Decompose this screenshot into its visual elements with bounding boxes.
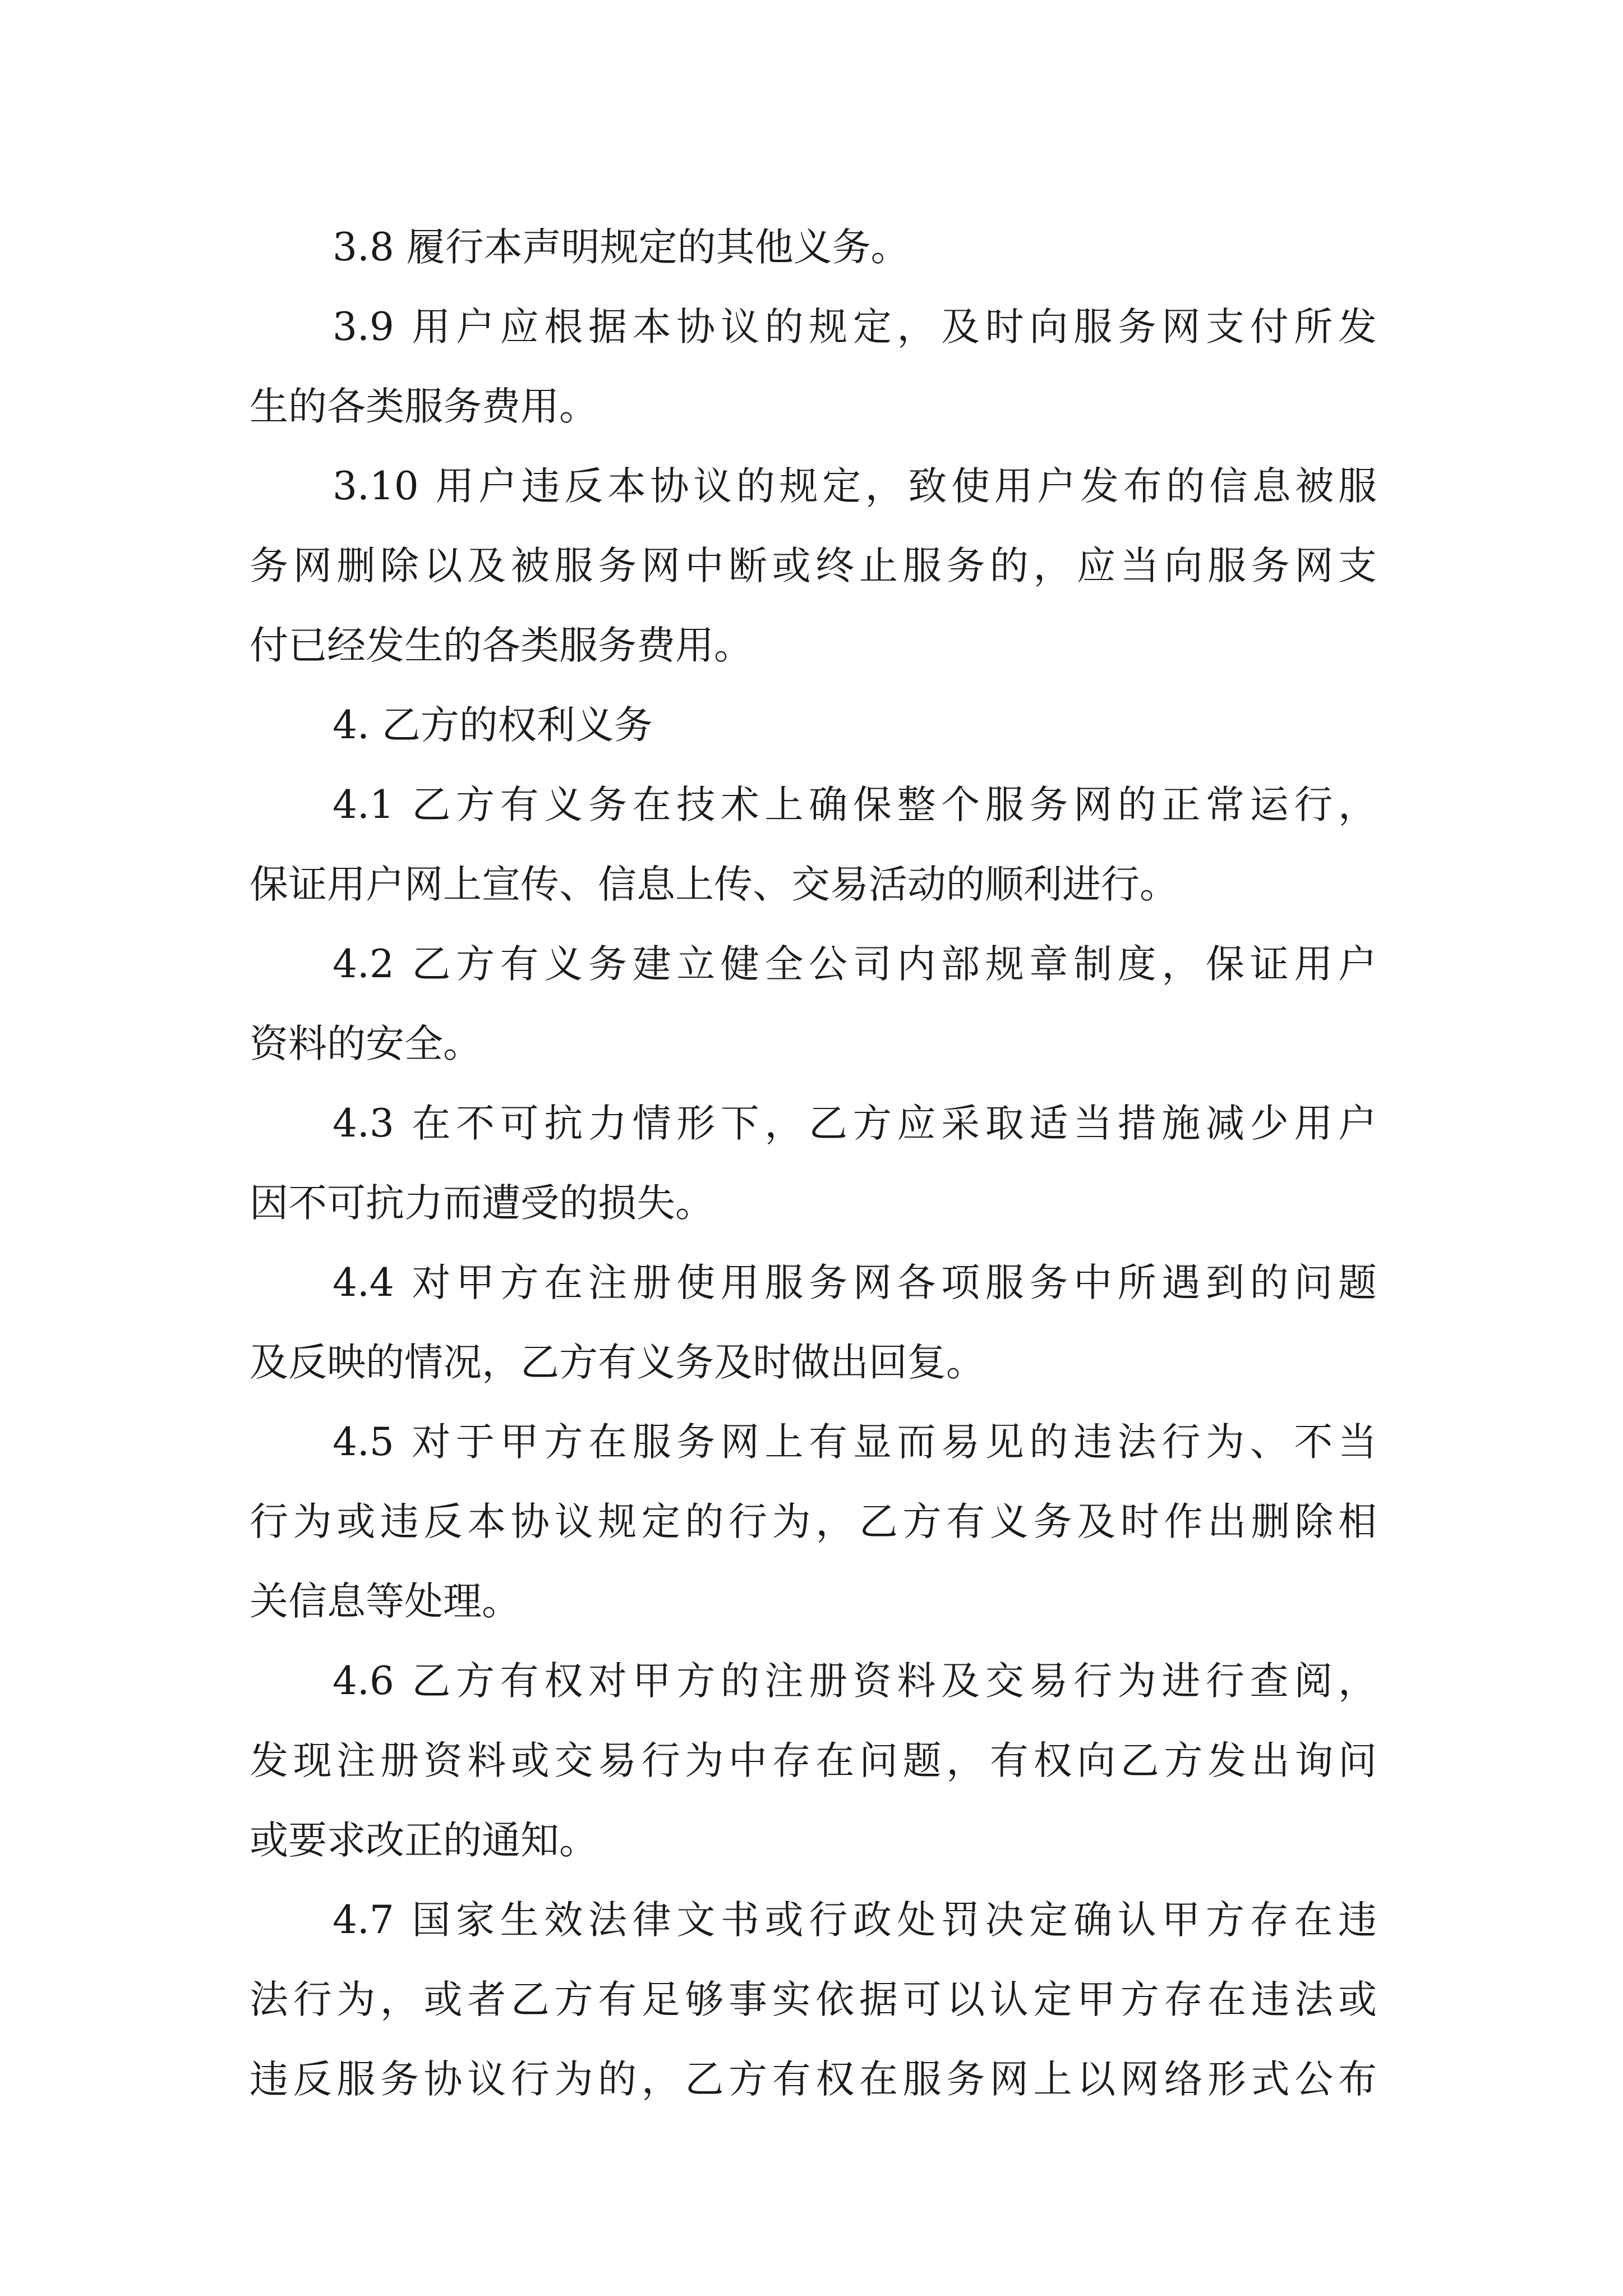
- text-line: 4.2 乙方有义务建立健全公司内部规章制度，保证用户: [333, 942, 1377, 987]
- text-line: 4.5 对于甲方在服务网上有显而易见的违法行为、不当: [333, 1420, 1377, 1465]
- text-line: 或要求改正的通知。: [250, 1818, 598, 1863]
- document-body: [250, 208, 1377, 2119]
- section-heading: 4. 乙方的权利义务: [333, 703, 653, 748]
- text-line: 法行为，或者乙方有足够事实依据可以认定甲方存在违法或: [250, 1977, 1377, 2022]
- text-line: 4.6 乙方有权对甲方的注册资料及交易行为进行查阅，: [333, 1659, 1377, 1704]
- text-line: 3.10 用户违反本协议的规定，致使用户发布的信息被服: [333, 464, 1377, 509]
- text-line: 4.1 乙方有义务在技术上确保整个服务网的正常运行，: [333, 783, 1377, 827]
- text-line: 4.7 国家生效法律文书或行政处罚决定确认甲方存在违: [333, 1898, 1377, 1943]
- text-line: 3.8 履行本声明规定的其他义务。: [333, 225, 910, 270]
- text-line: 及反映的情况，乙方有义务及时做出回复。: [250, 1340, 985, 1385]
- text-line: 行为或违反本协议规定的行为，乙方有义务及时作出删除相: [250, 1499, 1377, 1544]
- text-line: 保证用户网上宣传、信息上传、交易活动的顺利进行。: [250, 862, 1178, 907]
- text-line: 因不可抗力而遭受的损失。: [250, 1181, 714, 1226]
- text-line: 违反服务协议行为的，乙方有权在服务网上以网络形式公布: [250, 2057, 1377, 2102]
- text-line: 资料的安全。: [250, 1022, 482, 1066]
- text-line: 付已经发生的各类服务费用。: [250, 623, 753, 668]
- text-line: 4.3 在不可抗力情形下，乙方应采取适当措施减少用户: [333, 1101, 1377, 1146]
- text-line: 关信息等处理。: [250, 1579, 520, 1624]
- text-line: 3.9 用户应根据本协议的规定，及时向服务网支付所发: [333, 305, 1377, 349]
- text-line: 生的各类服务费用。: [250, 384, 598, 429]
- text-line: 务网删除以及被服务网中断或终止服务的，应当向服务网支: [250, 544, 1377, 588]
- text-line: 发现注册资料或交易行为中存在问题，有权向乙方发出询问: [250, 1738, 1377, 1783]
- text-line: 4.4 对甲方在注册使用服务网各项服务中所遇到的问题: [333, 1260, 1377, 1305]
